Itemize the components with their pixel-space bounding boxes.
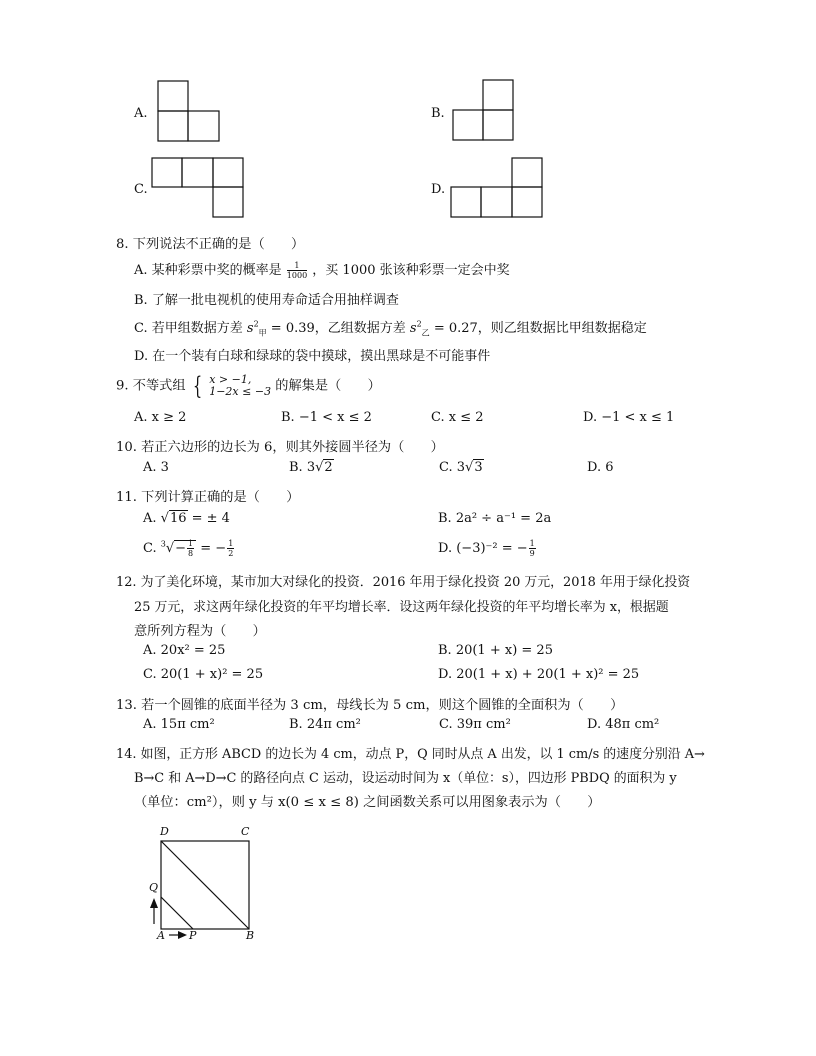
q10-stem: 10. 若正六边形的边长为 6，则其外接圆半径为（ ） [116,440,444,455]
radicand: 2 [324,460,333,475]
var-s: s [246,321,254,336]
q8-option-b: B. 了解一批电视机的使用寿命适合用抽样调查 [134,293,399,308]
q8-c-mid: = 0.39，乙组数据方差 [270,321,410,336]
q11-c-prefix: C. [143,541,161,556]
numerator: 1 [188,539,194,548]
arrow-right-head [178,931,187,939]
q11-option-b: B. 2a² ÷ a⁻¹ = 2a [438,511,552,526]
denominator: 8 [188,549,194,558]
q12-line-3: 意所列方程为（ ） [134,624,266,639]
q9-option-c: C. x ≤ 2 [431,410,484,425]
numerator: 1 [287,261,307,271]
brace-symbol: { [192,372,202,400]
q10-option-d: D. 6 [587,460,614,475]
segment-qp [161,897,193,929]
q12-option-a: A. 20x² = 25 [143,643,226,658]
q10-option-a: A. 3 [143,460,169,475]
q13-option-b: B. 24π cm² [289,717,361,732]
q12-line-1: 12. 为了美化环境，某市加大对绿化的投资．2016 年用于绿化投资 20 万元，2018 年用于绿化投资 [116,575,691,590]
q10-c-prefix: C. 3 [439,460,466,475]
q14-line-2: B→C 和 A→D→C 的路径向点 C 运动，设运动时间为 x（单位：s），四边形 PBDQ 的面积为 y [134,771,677,786]
arrow-up-head [150,898,158,908]
q13-option-c: C. 39π cm² [439,717,511,732]
q11-d-prefix: D. (−3)⁻² = − [438,541,528,556]
radicand: 16 [169,511,187,526]
q9-option-a: A. x ≥ 2 [134,410,187,425]
q11-a-suffix: = ± 4 [187,511,230,526]
radicand: 3 [474,460,483,475]
label-b: B [246,929,255,942]
q11-option-a: A. √16 = ± 4 [143,511,230,526]
numerator: 1 [529,539,535,548]
q8-a-prefix: A. 某种彩票中奖的概率是 [134,263,282,278]
numerator: 1 [228,539,234,548]
superscript: 2 [416,319,422,329]
superscript: 2 [253,319,259,329]
option-label: D. [431,182,446,197]
option-label: C. [134,182,148,197]
q10-option-b: B. 3√2 [289,460,333,475]
denominator: 1000 [286,271,308,280]
q12-line-2: 25 万元，求这两年绿化投资的年平均增长率．设这两年绿化投资的年平均增长率为 x，根据题 [134,600,669,615]
q8-c-prefix: C. 若甲组数据方差 [134,321,243,336]
q13-stem: 13. 若一个圆锥的底面半径为 3 cm，母线长为 5 cm，则这个圆锥的全面积为（ ） [116,698,624,713]
q9-option-b: B. −1 < x ≤ 2 [281,410,372,425]
q14-line-3: （单位：cm²），则 y 与 x(0 ≤ x ≤ 8) 之间函数关系可以用图象表示为（ ） [134,795,601,810]
diagonal-bd [161,841,249,929]
q13-option-d: D. 48π cm² [587,717,660,732]
q12-option-d: D. 20(1 + x) + 20(1 + x)² = 25 [438,667,640,682]
q8-option-d: D. 在一个装有白球和绿球的袋中摸球，摸出黑球是不可能事件 [134,349,491,364]
q8-c-suffix: = 0.27，则乙组数据比甲组数据稳定 [433,321,647,336]
option-label: B. [431,106,445,121]
inequality-2: 1−2x ≤ −3 [209,385,272,398]
label-q: Q [149,881,159,894]
label-a: A [157,929,165,942]
q12-option-b: B. 20(1 + x) = 25 [438,643,553,658]
q13-option-a: A. 15π cm² [143,717,215,732]
q8-a-suffix: ，买 1000 张该种彩票一定会中奖 [312,263,510,278]
q10-b-prefix: B. 3 [289,460,316,475]
label-p: P [189,929,197,942]
q11-option-c: C. $^3$√− $\frac{1}{8}$ = − $\frac{1}{2}$ [143,539,234,558]
q8-stem: 8. 下列说法不正确的是（ ） [116,237,305,252]
q9-stem-suffix: 的解集是（ ） [275,378,381,394]
subscript: 乙 [421,328,430,338]
label-c: C [241,825,250,838]
root-index: 3 [160,539,166,549]
q9-option-d: D. −1 < x ≤ 1 [583,410,675,425]
option-label: A. [134,106,148,121]
label-d: D [160,825,169,838]
subscript: 甲 [258,328,267,338]
q12-option-c: C. 20(1 + x)² = 25 [143,667,264,682]
var-s: s [409,321,417,336]
q11-a-prefix: A. [143,511,161,526]
equals: = − [196,541,227,556]
q14-line-1: 14. 如图，正方形 ABCD 的边长为 4 cm，动点 P，Q 同时从点 A 出发，以 1 cm/s 的速度分别沿 A→ [116,747,705,762]
denominator: 9 [529,549,535,558]
q10-option-c: C. 3√3 [439,460,483,475]
denominator: 2 [228,549,234,558]
q11-stem: 11. 下列计算正确的是（ ） [116,490,300,505]
minus-sign: − [175,541,187,556]
inequality-1: x > −1, [209,373,252,386]
q9-stem-prefix: 9. 不等式组 [116,378,186,394]
